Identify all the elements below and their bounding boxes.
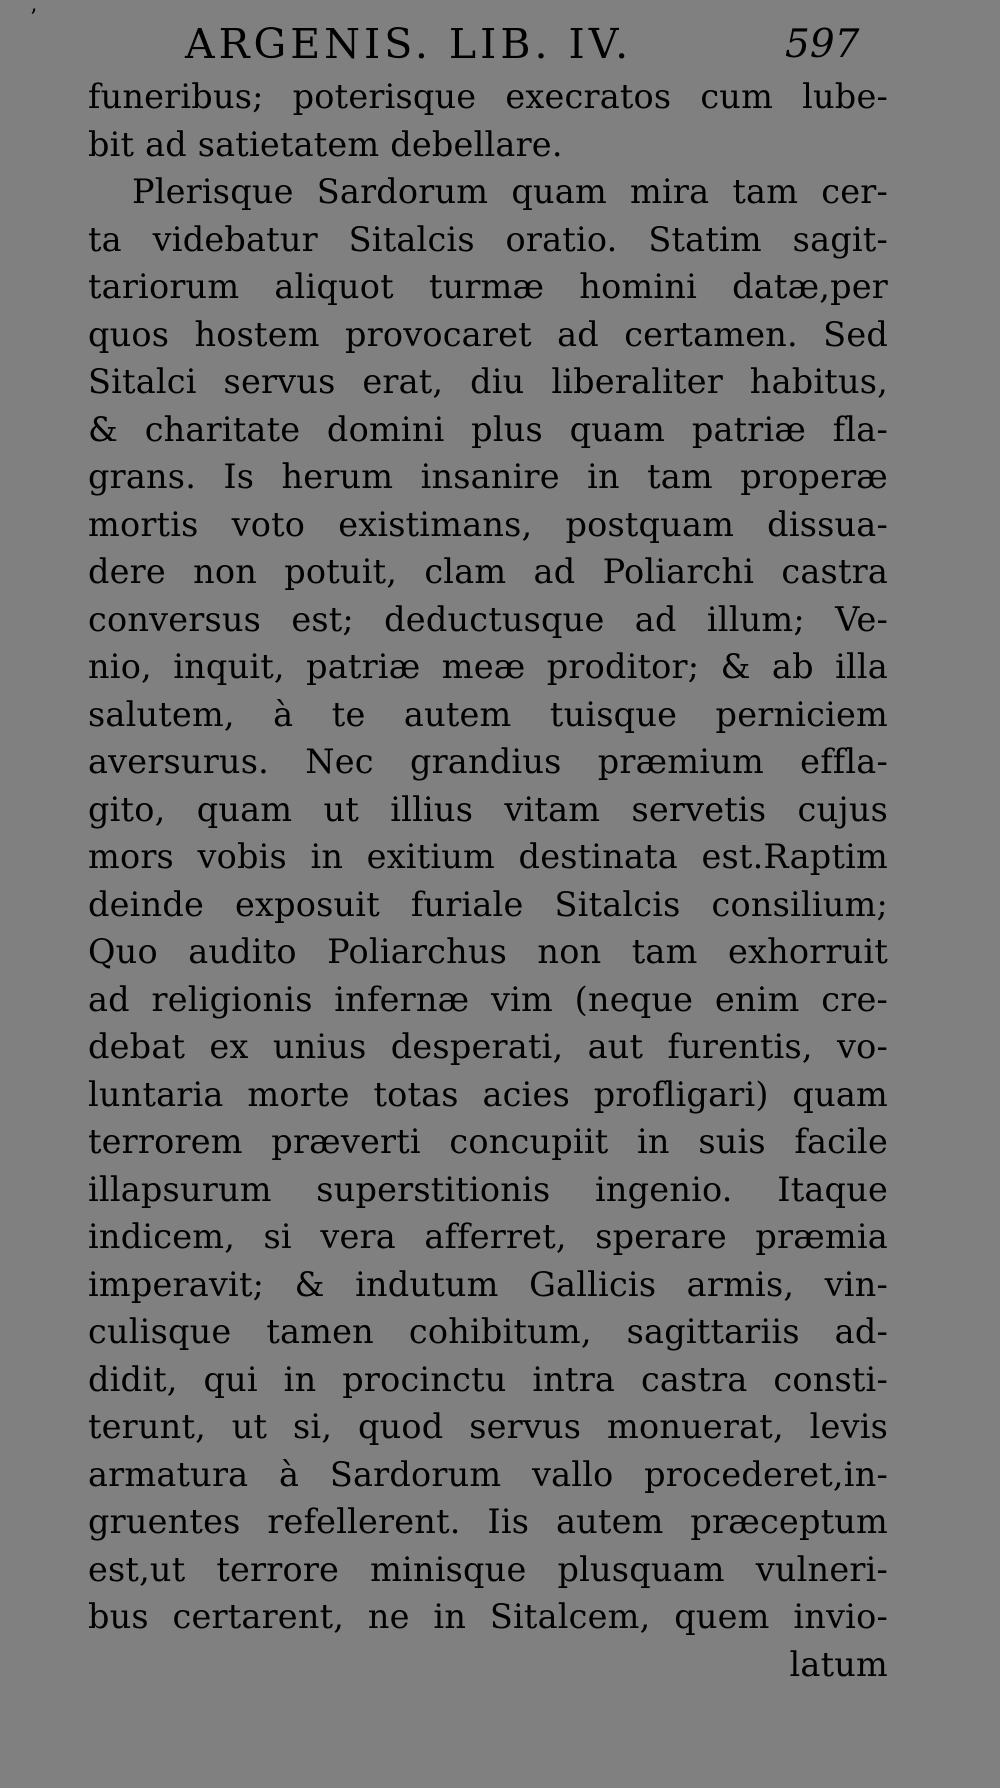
body-text [88,73,888,1688]
text-line: quos hostem provocaret ad certamen. Sed [88,314,888,354]
text-line: Sitalci servus erat, diu liberaliter habitus, [88,362,888,401]
text-line: salutem, à te autem tuisque perniciem [88,694,888,734]
text-line: dere non potuit, clam ad Poliarchi castra [88,552,888,591]
page-header [0,20,1000,70]
text-line: indicem, si vera afferret, sperare præmia [88,1217,888,1256]
text-line: terunt, ut si, quod servus monuerat, levis [88,1407,888,1446]
text-line: deinde exposuit furiale Sitalcis consilium; [88,884,888,924]
text-line: aversurus. Nec grandius præmium effla- [88,742,888,781]
text-line: conversus est; deductusque ad illum; Ve- [88,599,888,639]
catchword: latum [789,1644,888,1684]
text-line: funeribus; poterisque execratos cum lube- [88,77,888,116]
text-line: est,ut terrore minisque plusquam vulneri- [88,1549,888,1589]
text-line: mortis voto existimans, postquam dissua- [88,504,888,544]
text-line: armatura à Sardorum vallo procederet,in- [88,1454,888,1494]
text-line: Plerisque Sardorum quam mira tam cer- [132,172,888,211]
text-line: ta videbatur Sitalcis oratio. Statim sagit- [88,219,888,259]
page-number: 597 [785,22,860,67]
text-line: mors vobis in exitium destinata est.Raptim [88,837,888,876]
text-line: debat ex unius desperati, aut furentis, vo- [88,1027,888,1066]
text-line: bit ad satietatem debellare. [88,124,563,164]
text-line: ad religionis infernæ vim (neque enim cre- [88,979,888,1019]
text-line: nio, inquit, patriæ meæ proditor; & ab illa [88,647,888,686]
running-title: ARGENIS. LIB. IV. [185,20,633,68]
text-line: illapsurum superstitionis ingenio. Itaque [88,1169,888,1209]
ink-blot-mark: ’ [30,6,37,31]
text-line: gruentes refellerent. Iis autem præceptum [88,1502,888,1541]
text-line: bus certarent, ne in Sitalcem, quem invio- [88,1597,888,1636]
text-line: didit, qui in procinctu intra castra consti- [88,1359,888,1399]
text-line: & charitate domini plus quam patriæ fla- [88,409,888,449]
text-line: grans. Is herum insanire in tam properæ [88,457,888,496]
text-line: Quo audito Poliarchus non tam exhorruit [88,932,888,971]
text-line: luntaria morte totas acies profligari) quam [88,1074,888,1114]
text-line: imperavit; & indutum Gallicis armis, vin- [88,1264,888,1304]
text-line: culisque tamen cohibitum, sagittariis ad- [88,1312,888,1351]
text-line: terrorem præverti concupiit in suis facile [88,1122,888,1161]
text-line: tariorum aliquot turmæ homini datæ,per [88,267,888,306]
text-line: gito, quam ut illius vitam servetis cujus [88,789,888,829]
